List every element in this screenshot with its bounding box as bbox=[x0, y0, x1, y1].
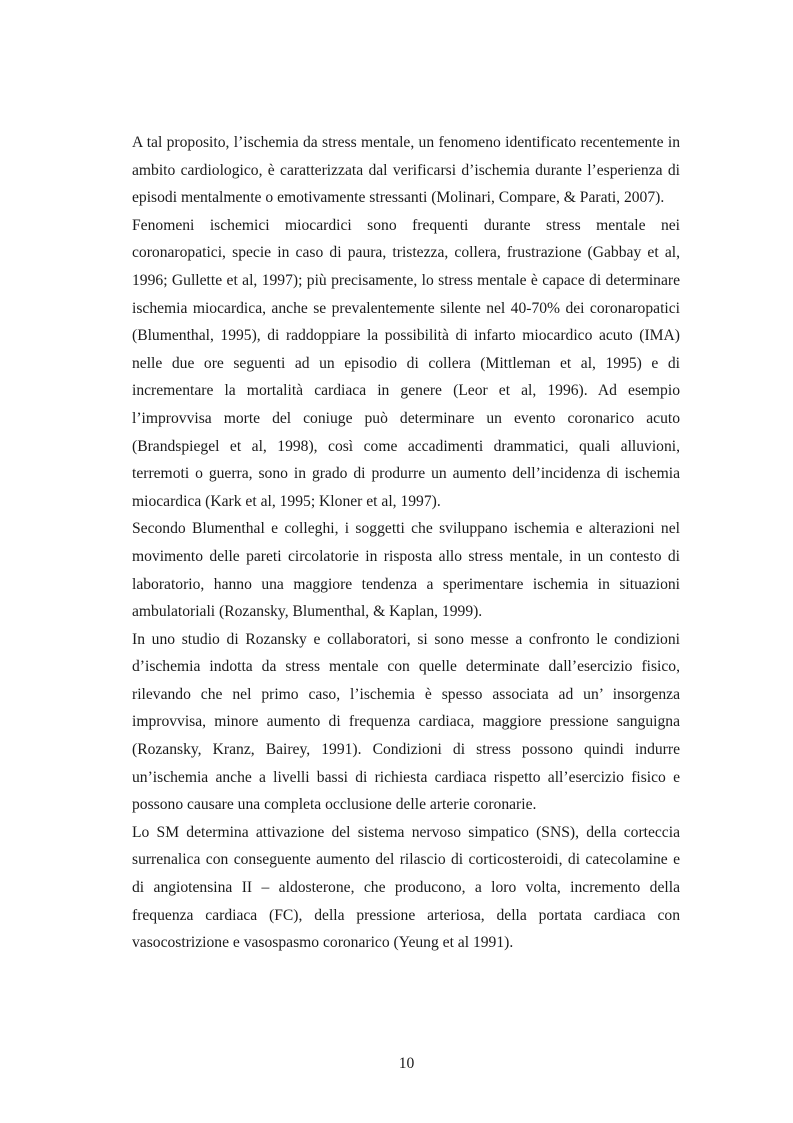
paragraph-3: Secondo Blumenthal e colleghi, i soggetti che sviluppano ischemia e alterazioni nel movimento delle pareti circolatorie in risposta allo stress mentale, in un contesto di laboratorio, hanno una maggiore tendenza a sperimentare ischemia in situazioni ambulatoriali (Rozansky, Blumenthal, & Kaplan, 1999). bbox=[132, 520, 680, 621]
page-number: 10 bbox=[398, 1055, 415, 1072]
paragraph-4: In uno studio di Rozansky e collaboratori, si sono messe a confronto le condizioni d’ischemia indotta da stress mentale con quelle determinate dall’esercizio fisico, rilevando che nel primo caso, l’ischemia è spesso associata ad un’ insorgenza improvvisa, minore aumento di frequenza cardiaca, maggiore pressione sanguigna (Rozansky, Kranz, Bairey, 1991). Condizioni di stress possono quindi indurre un’ischemia anche a livelli bassi di richiesta cardiaca rispetto all’esercizio fisico e possono causare una completa occlusione delle arterie coronarie. bbox=[132, 630, 680, 814]
paragraph-5: Lo SM determina attivazione del sistema nervoso simpatico (SNS), della corteccia surrenalica con conseguente aumento del rilascio di corticosteroidi, di catecolamine e di angiotensina II – aldosterone, che producono, a loro volta, incremento della frequenza cardiaca (FC), della pressione arteriosa, della portata cardiaca con vasocostrizione e vasospasmo coronarico (Yeung et al 1991). bbox=[132, 823, 680, 952]
paragraph-2: Fenomeni ischemici miocardici sono frequenti durante stress mentale nei coronaropatici, specie in caso di paura, tristezza, collera, frustrazione (Gabbay et al, 1996; Gullette et al, 1997); più precisamente, lo stress mentale è capace di determinare ischemia miocardica, anche se prevalentemente silente nel 40-70% dei coronaropatici (Blumenthal, 1995), di raddoppiare la possibilità di infarto miocardico acuto (IMA) nelle due ore seguenti ad un episodio di collera (Mittleman et al, 1995) e di incrementare la mortalità cardiaca in genere (Leor et al, 1996). Ad esempio l’improvvisa morte del coniuge può determinare un evento coronarico acuto (Brandspiegel et al, 1998), così come accadimenti drammatici, quali alluvioni, terremoti o guerra, sono in grado di produrre un aumento dell’incidenza di ischemia miocardica (Kark et al, 1995; Kloner et al, 1997). bbox=[132, 216, 680, 510]
body-text bbox=[132, 129, 680, 957]
paragraph-1: A tal proposito, l’ischemia da stress mentale, un fenomeno identificato recentemente in ambito cardiologico, è caratterizzata dal verificarsi d’ischemia durante l’esperienza di episodi mentalmente o emotivamente stressanti (Molinari, Compare, & Parati, 2007). bbox=[132, 134, 680, 207]
